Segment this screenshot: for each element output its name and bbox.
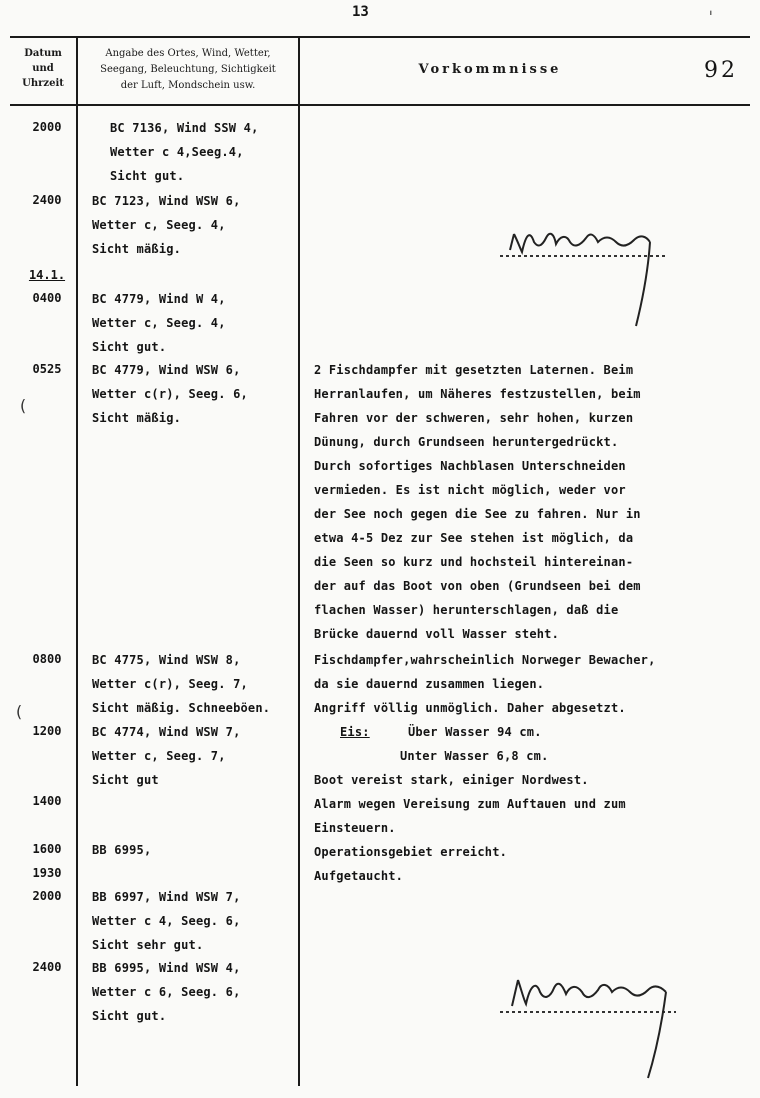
event-line: Einsteuern.: [314, 821, 396, 835]
date-label: 14.1.: [28, 268, 66, 282]
page-number: 92: [704, 58, 738, 83]
location-line: Sicht sehr gut.: [92, 938, 204, 952]
location-line: BB 6995,: [92, 843, 152, 857]
time-label: 2000: [32, 889, 62, 903]
event-line: flachen Wasser) herunterschlagen, daß die: [314, 603, 619, 617]
corner-speck-mark: ˈ: [706, 8, 716, 27]
event-line: Herranlaufen, um Näheres festzustellen, beim: [314, 387, 641, 401]
signature-upper: [490, 212, 680, 332]
event-line: Über Wasser 94 cm.: [408, 725, 542, 739]
event-line: vermieden. Es ist nicht möglich, weder vor: [314, 483, 626, 497]
time-label: 1930: [32, 866, 62, 880]
punch-hole-mark: (: [14, 702, 24, 721]
event-line: Alarm wegen Vereisung zum Auftauen und zum: [314, 797, 626, 811]
column-divider-1: [76, 36, 78, 1086]
event-line: Dünung, durch Grundseen heruntergedrückt.: [314, 435, 619, 449]
location-line: Wetter c 6, Seeg. 6,: [92, 985, 241, 999]
event-line: 2 Fischdampfer mit gesetzten Laternen. Beim: [314, 363, 634, 377]
time-label: 2400: [32, 960, 62, 974]
header-date-line1: Datum: [24, 48, 62, 59]
header-events: Vorkommnisse: [418, 62, 562, 77]
location-line: Wetter c(r), Seeg. 6,: [92, 387, 248, 401]
location-line: BC 4775, Wind WSW 8,: [92, 653, 241, 667]
location-line: BB 6997, Wind WSW 7,: [92, 890, 241, 904]
event-line: Operationsgebiet erreicht.: [314, 845, 508, 859]
location-line: Wetter c(r), Seeg. 7,: [92, 677, 248, 691]
time-label: 2400: [32, 193, 62, 207]
location-line: Wetter c, Seeg. 4,: [92, 218, 226, 232]
header-top-rule: [10, 36, 750, 38]
header-place-line2: Seegang, Beleuchtung, Sichtigkeit: [100, 64, 276, 75]
event-line-ice-heading: Eis:: [340, 725, 370, 739]
event-line: Unter Wasser 6,8 cm.: [400, 749, 549, 763]
time-label: 0800: [32, 652, 62, 666]
location-line: Sicht gut.: [110, 169, 185, 183]
event-line: die Seen so kurz und hochsteil hintereinan-: [314, 555, 634, 569]
location-line: BC 4774, Wind WSW 7,: [92, 725, 241, 739]
location-line: Sicht mäßig.: [92, 242, 182, 256]
event-line: Boot vereist stark, einiger Nordwest.: [314, 773, 589, 787]
page-top-mark: 13: [352, 4, 369, 20]
location-line: BC 7123, Wind WSW 6,: [92, 194, 241, 208]
location-line: Sicht mäßig.: [92, 411, 182, 425]
location-line: BC 4779, Wind W 4,: [92, 292, 226, 306]
location-line: Sicht gut.: [92, 1009, 167, 1023]
time-label: 1200: [32, 724, 62, 738]
location-line: BB 6995, Wind WSW 4,: [92, 961, 241, 975]
location-line: BC 7136, Wind SSW 4,: [110, 121, 259, 135]
time-label: 0525: [32, 362, 62, 376]
location-line: Sicht gut: [92, 773, 159, 787]
header-date-line2: und: [32, 63, 54, 74]
header-place-weather: [80, 46, 296, 94]
header-place-line1: Angabe des Ortes, Wind, Wetter,: [105, 48, 271, 59]
event-line: der auf das Boot von oben (Grundseen bei dem: [314, 579, 641, 593]
header-bottom-rule: [10, 104, 750, 106]
event-line: etwa 4-5 Dez zur See stehen ist möglich, da: [314, 531, 634, 545]
event-line: Brücke dauernd voll Wasser steht.: [314, 627, 560, 641]
signature-lower: [490, 960, 690, 1080]
time-label: 1600: [32, 842, 62, 856]
event-line: der See noch gegen die See zu fahren. Nur in: [314, 507, 641, 521]
header-date-time: [10, 46, 76, 91]
location-line: Wetter c, Seeg. 4,: [92, 316, 226, 330]
event-line: Angriff völlig unmöglich. Daher abgesetzt.: [314, 701, 626, 715]
location-line: BC 4779, Wind WSW 6,: [92, 363, 241, 377]
event-line: Aufgetaucht.: [314, 869, 404, 883]
event-line: Durch sofortiges Nachblasen Unterschneiden: [314, 459, 626, 473]
header-date-line3: Uhrzeit: [22, 78, 64, 89]
location-line: Sicht gut.: [92, 340, 167, 354]
event-line: Fahren vor der schweren, sehr hohen, kurzen: [314, 411, 634, 425]
location-line: Wetter c 4, Seeg. 6,: [92, 914, 241, 928]
location-line: Wetter c 4,Seeg.4,: [110, 145, 244, 159]
location-line: Sicht mäßig. Schneeböen.: [92, 701, 271, 715]
time-label: 0400: [32, 291, 62, 305]
punch-hole-mark: (: [18, 396, 28, 415]
time-label: 1400: [32, 794, 62, 808]
header-place-line3: der Luft, Mondschein usw.: [120, 80, 256, 91]
column-divider-2: [298, 36, 300, 1086]
event-line: Fischdampfer,wahrscheinlich Norweger Bewacher,: [314, 653, 656, 667]
time-label: 2000: [32, 120, 62, 134]
location-line: Wetter c, Seeg. 7,: [92, 749, 226, 763]
event-line: da sie dauernd zusammen liegen.: [314, 677, 545, 691]
